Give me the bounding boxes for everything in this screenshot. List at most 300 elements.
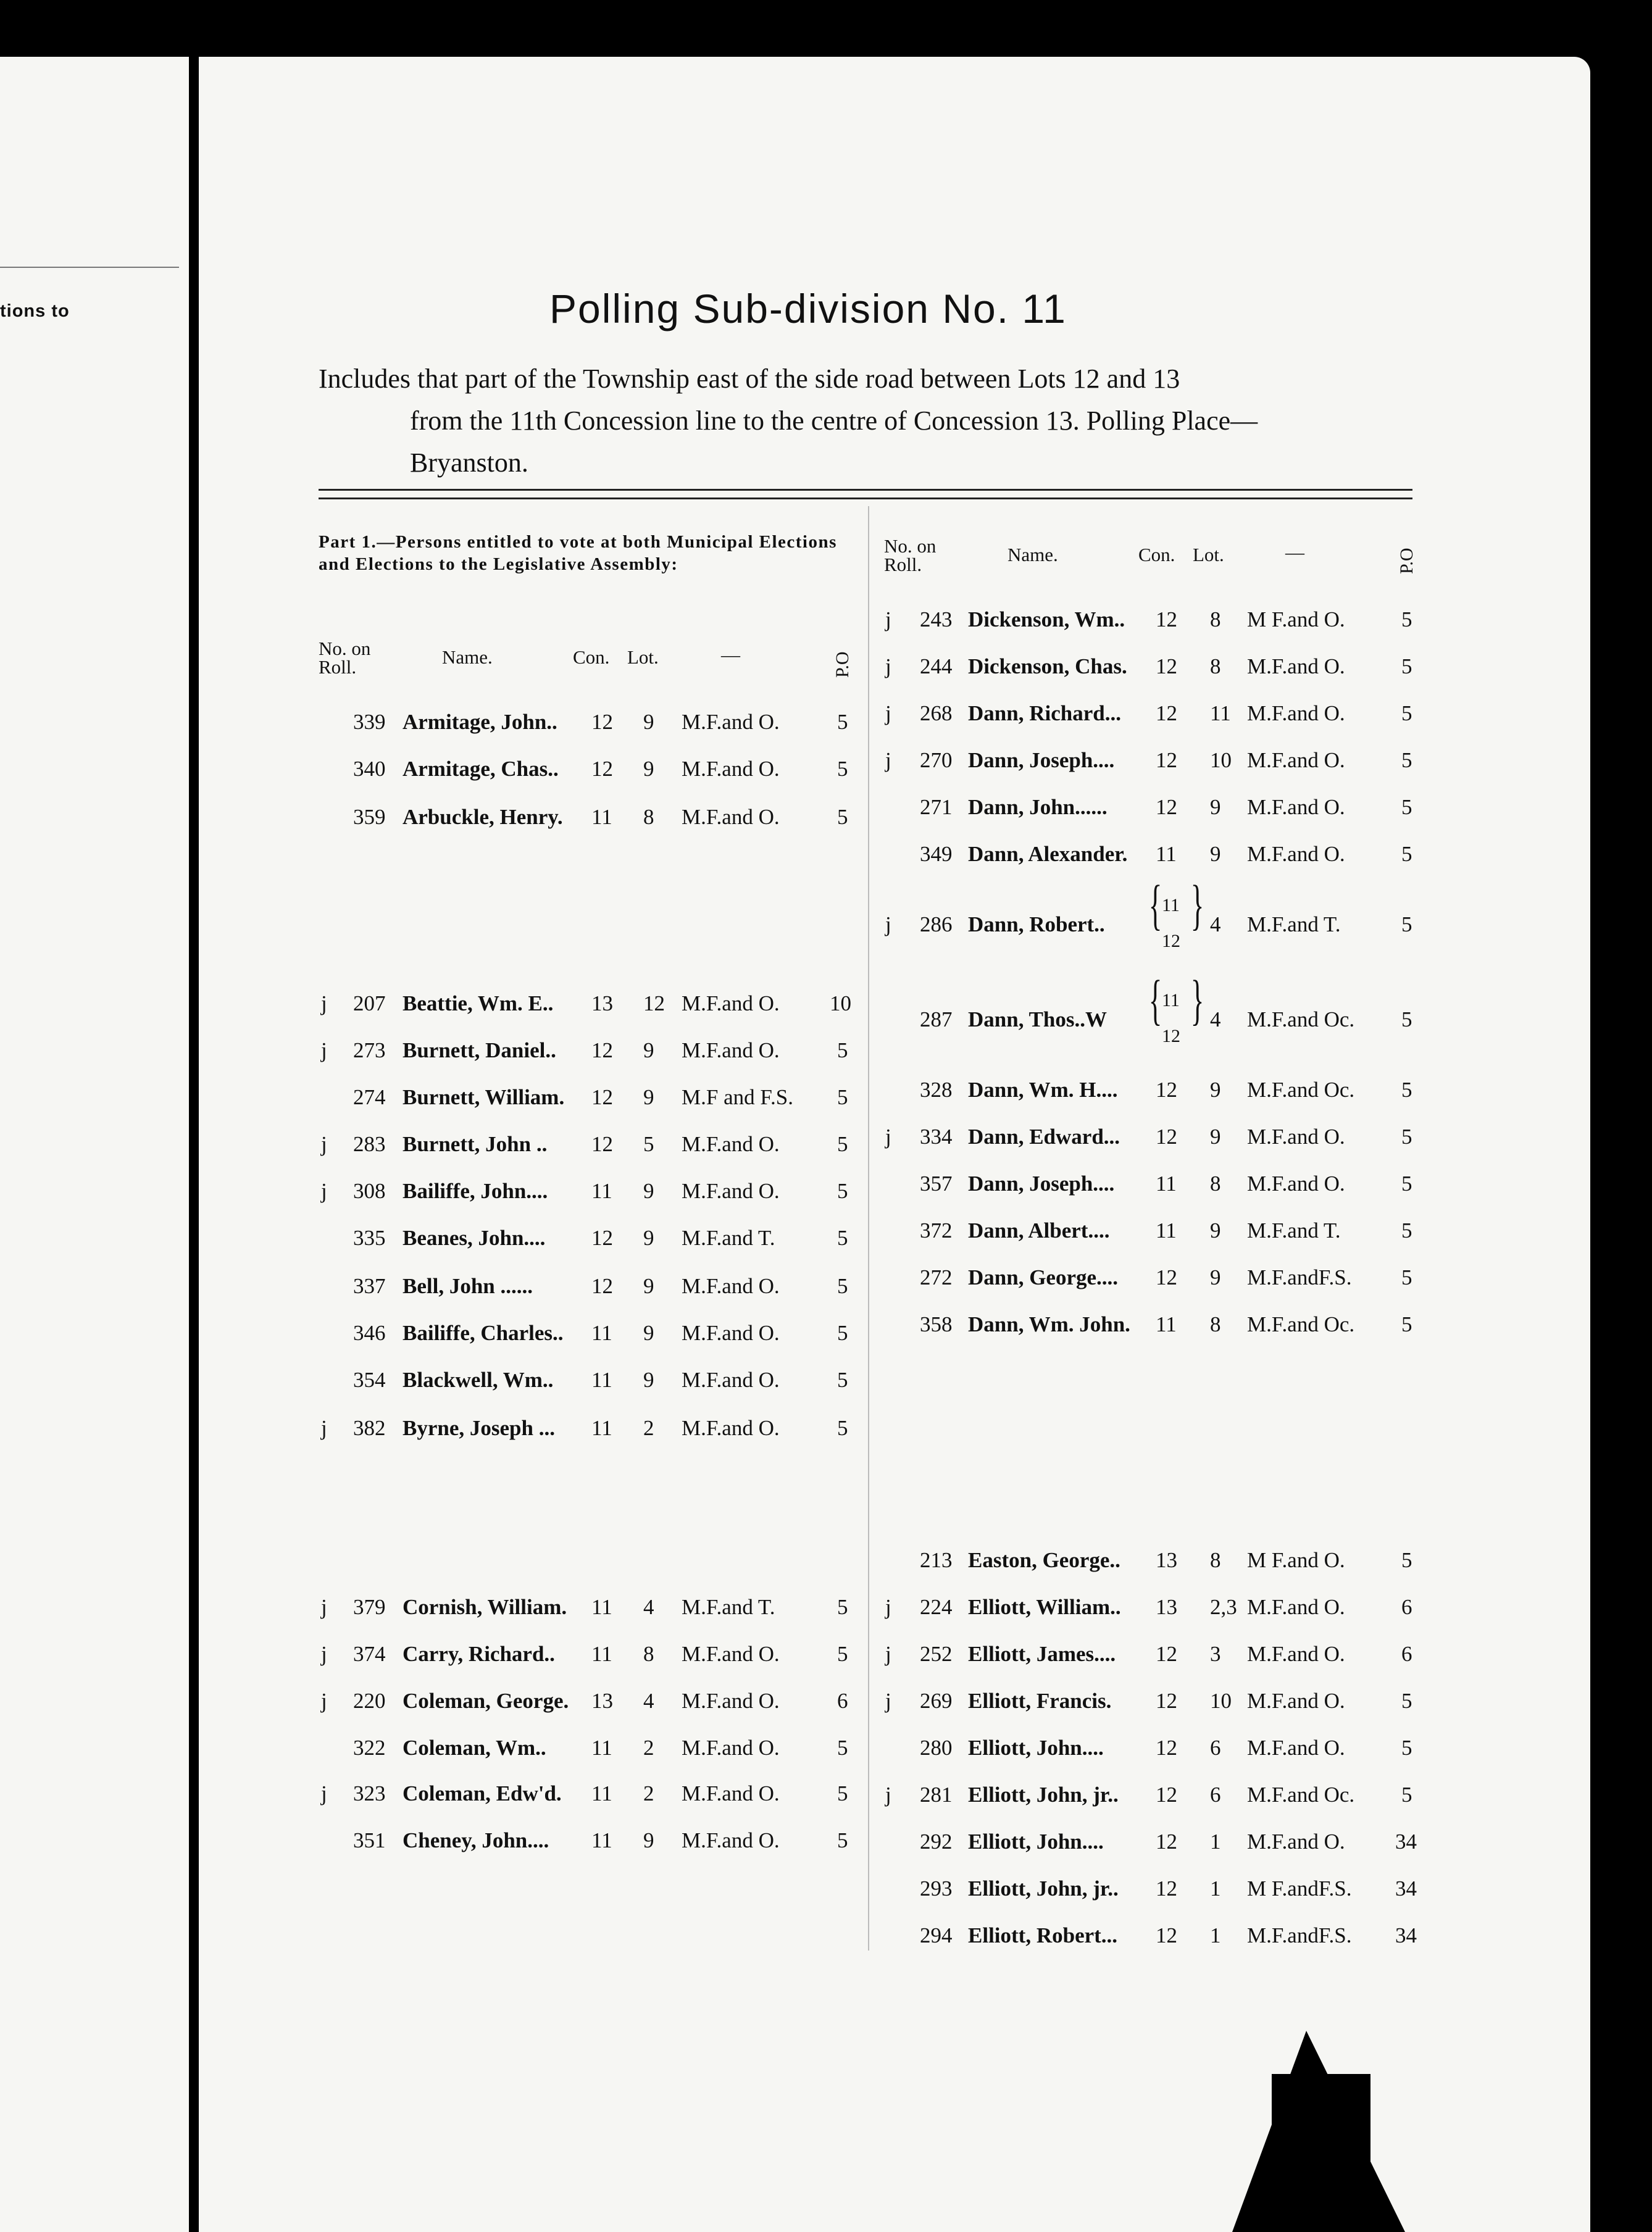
qualification: M.F.and Oc.: [1247, 1312, 1355, 1336]
post-office-number: 5: [1401, 1125, 1412, 1149]
header-rule-bottom: [319, 498, 1412, 499]
lot: 10: [1210, 1689, 1232, 1713]
concession-value: 12: [1162, 1026, 1180, 1046]
voter-name: Beattie, Wm. E..: [403, 991, 554, 1015]
post-office-number: 5: [1401, 1689, 1412, 1713]
roll-number: 281: [920, 1783, 953, 1807]
post-office-number: 5: [837, 1038, 848, 1062]
page-damage: [1272, 2074, 1370, 2232]
lot: 8: [1210, 1312, 1221, 1336]
concession: 11: [591, 1321, 612, 1345]
lot: 9: [643, 1226, 654, 1250]
lot: 9: [643, 1321, 654, 1345]
voter-name: Cornish, William.: [403, 1595, 567, 1619]
concession: 12: [1156, 1689, 1177, 1713]
juror-mark: j: [321, 1179, 327, 1203]
voter-row: [0, 654, 1652, 686]
juror-mark: j: [321, 1781, 327, 1805]
concession: 12: [1156, 1876, 1177, 1901]
post-office-number: 5: [1401, 795, 1412, 819]
concession-value: 12: [1162, 931, 1180, 951]
voter-name: Beanes, John....: [403, 1226, 546, 1250]
voter-row: [0, 1038, 1652, 1070]
post-office-number: 5: [837, 1416, 848, 1440]
roll-number: 270: [920, 748, 953, 772]
col-no-on-roll-line2: Roll.: [319, 656, 357, 678]
post-office-number: 5: [837, 805, 848, 829]
roll-number: 323: [353, 1781, 386, 1805]
roll-number: 243: [920, 607, 953, 631]
roll-number: 294: [920, 1923, 953, 1947]
voter-row: [0, 1595, 1652, 1627]
concession: 12: [1156, 607, 1177, 631]
post-office-number: 5: [1401, 701, 1412, 725]
voter-name: Elliott, John, jr..: [968, 1783, 1119, 1807]
post-office-number: 6: [1401, 1642, 1412, 1666]
voter-name: Burnett, Daniel..: [403, 1038, 556, 1062]
qualification: M.F.and O.: [682, 1274, 780, 1298]
roll-number: 286: [920, 912, 953, 936]
post-office-number: 5: [837, 1781, 848, 1805]
post-office-number: 34: [1395, 1876, 1417, 1901]
lot: 11: [1210, 701, 1231, 725]
concession: 12: [1156, 1125, 1177, 1149]
post-office-number: 6: [1401, 1595, 1412, 1619]
qualification: M.F.and O.: [682, 710, 780, 734]
voter-row: [0, 1125, 1652, 1157]
concession-brace-group: [1148, 970, 1204, 1048]
lot: 9: [1210, 1125, 1221, 1149]
juror-mark: j: [321, 1595, 327, 1619]
right-brace-icon: }: [1190, 875, 1204, 936]
juror-mark: j: [885, 701, 891, 725]
voter-name: Elliott, William..: [968, 1595, 1121, 1619]
lot: 9: [643, 1828, 654, 1852]
qualification: M.F.and O.: [1247, 795, 1345, 819]
juror-mark: j: [885, 1642, 891, 1666]
roll-number: 207: [353, 991, 386, 1015]
concession: 13: [1156, 1595, 1177, 1619]
concession: 11: [591, 1179, 612, 1203]
juror-mark: j: [885, 1783, 891, 1807]
col-lot: Lot.: [1193, 544, 1224, 565]
qualification: M.F.and Oc.: [1247, 1078, 1355, 1102]
roll-number: 339: [353, 710, 386, 734]
lot: 9: [643, 1179, 654, 1203]
lot: 12: [643, 991, 665, 1015]
voter-name: Cheney, John....: [403, 1828, 549, 1852]
concession: 12: [1156, 1830, 1177, 1854]
lot: 8: [1210, 654, 1221, 678]
voter-row: [0, 1172, 1652, 1204]
concession: 13: [591, 991, 613, 1015]
voter-name: Dann, Joseph....: [968, 748, 1115, 772]
lot: 1: [1210, 1876, 1221, 1901]
voter-name: Coleman, Edw'd.: [403, 1781, 562, 1805]
roll-number: 382: [353, 1416, 386, 1440]
roll-number: 283: [353, 1132, 386, 1156]
roll-number: 358: [920, 1312, 953, 1336]
voter-name: Blackwell, Wm..: [403, 1368, 554, 1392]
concession: 11: [591, 805, 612, 829]
lot: 9: [643, 1368, 654, 1392]
lot: 6: [1210, 1736, 1221, 1760]
roll-number: 224: [920, 1595, 953, 1619]
voter-row: [0, 1368, 1652, 1400]
lot: 2: [643, 1781, 654, 1805]
voter-name: Bailiffe, John....: [403, 1179, 548, 1203]
lot: 9: [643, 1274, 654, 1298]
concession: 12: [591, 757, 613, 781]
voter-row: [0, 1078, 1652, 1110]
voter-row: [0, 875, 1652, 951]
roll-number: 346: [353, 1321, 386, 1345]
roll-number: 354: [353, 1368, 386, 1392]
lot: 8: [1210, 607, 1221, 631]
qualification: M.F.andF.S.: [1247, 1265, 1352, 1289]
roll-number: 340: [353, 757, 386, 781]
col-dash: —: [1285, 541, 1304, 563]
post-office-number: 5: [837, 1595, 848, 1619]
qualification: M.F.and O.: [1247, 654, 1345, 678]
lot: 4: [643, 1689, 654, 1713]
qualification: M.F.and O.: [682, 1781, 780, 1805]
juror-mark: j: [885, 1595, 891, 1619]
qualification: M F.andF.S.: [1247, 1876, 1352, 1901]
left-brace-icon: {: [1148, 875, 1162, 936]
col-po: P.O: [1396, 548, 1417, 574]
post-office-number: 5: [1401, 607, 1412, 631]
description-line: from the 11th Concession line to the centre of Concession 13. Polling Place—: [410, 406, 1258, 436]
juror-mark: j: [885, 654, 891, 678]
voter-name: Dann, George....: [968, 1265, 1119, 1289]
concession: 11: [591, 1416, 612, 1440]
voter-name: Burnett, John ..: [403, 1132, 548, 1156]
col-po: P.O: [832, 651, 853, 678]
qualification: M.F.and T.: [682, 1595, 775, 1619]
concession-brace-group: [1148, 875, 1204, 953]
qualification: M.F.and O.: [1247, 1595, 1345, 1619]
concession: 12: [1156, 654, 1177, 678]
post-office-number: 10: [830, 991, 851, 1015]
concession: 11: [591, 1368, 612, 1392]
lot: 2: [643, 1736, 654, 1760]
lot: 8: [1210, 1548, 1221, 1572]
col-con: Con.: [573, 646, 610, 668]
voter-name: Elliott, John, jr..: [968, 1876, 1119, 1901]
roll-number: 268: [920, 701, 953, 725]
description-line: Includes that part of the Township east of the side road between Lots 12 and 13: [319, 364, 1180, 394]
post-office-number: 34: [1395, 1923, 1417, 1947]
voter-name: Arbuckle, Henry.: [403, 805, 563, 829]
roll-number: 334: [920, 1125, 953, 1149]
lot: 9: [643, 710, 654, 734]
qualification: M.F.and O.: [682, 1368, 780, 1392]
roll-number: 335: [353, 1226, 386, 1250]
concession: 12: [1156, 1736, 1177, 1760]
col-lot: Lot.: [627, 646, 659, 668]
qualification: M.F.and Oc.: [1247, 1783, 1355, 1807]
voter-name: Coleman, George.: [403, 1689, 569, 1713]
part-heading: Part 1.—Persons entitled to vote at both Municipal Elections and Elections to the Legislative Assembly:: [319, 532, 837, 574]
juror-mark: j: [321, 1038, 327, 1062]
juror-mark: j: [885, 607, 891, 631]
roll-number: 351: [353, 1828, 386, 1852]
concession: 11: [591, 1595, 612, 1619]
voter-row: [0, 1783, 1652, 1815]
juror-mark: j: [321, 1642, 327, 1666]
post-office-number: 5: [837, 1642, 848, 1666]
voter-name: Dann, Wm. H....: [968, 1078, 1118, 1102]
voter-name: Armitage, John..: [403, 710, 557, 734]
voter-row: [0, 1642, 1652, 1674]
voter-row: [0, 1876, 1652, 1909]
voter-name: Dickenson, Wm..: [968, 607, 1125, 631]
voter-row: [0, 1830, 1652, 1862]
lot: 2,3: [1210, 1595, 1237, 1619]
qualification: M.F.and O.: [1247, 1642, 1345, 1666]
concession: 12: [1156, 748, 1177, 772]
voter-name: Elliott, John....: [968, 1830, 1104, 1854]
lot: 2: [643, 1416, 654, 1440]
post-office-number: 5: [1401, 748, 1412, 772]
voter-row: [0, 607, 1652, 639]
post-office-number: 5: [1401, 1172, 1412, 1196]
voter-name: Elliott, John....: [968, 1736, 1104, 1760]
post-office-number: 5: [1401, 1736, 1412, 1760]
juror-mark: j: [321, 1416, 327, 1440]
voter-name: Armitage, Chas..: [403, 757, 559, 781]
post-office-number: 5: [837, 1321, 848, 1345]
voter-name: Elliott, Robert...: [968, 1923, 1118, 1947]
lot: 9: [1210, 842, 1221, 866]
qualification: M.F.and O.: [1247, 842, 1345, 866]
post-office-number: 5: [837, 1226, 848, 1250]
concession: 12: [591, 1226, 613, 1250]
concession: 12: [591, 710, 613, 734]
qualification: M.F.and O.: [682, 1736, 780, 1760]
qualification: M.F.and O.: [1247, 1830, 1345, 1854]
concession: 11: [1156, 1172, 1177, 1196]
lot: 8: [643, 805, 654, 829]
concession: 11: [591, 1781, 612, 1805]
post-office-number: 5: [1401, 1312, 1412, 1336]
concession: 12: [1156, 1078, 1177, 1102]
qualification: M.F.and T.: [1247, 1218, 1341, 1243]
post-office-number: 5: [1401, 1265, 1412, 1289]
voter-name: Dann, Wm. John.: [968, 1312, 1130, 1336]
lot: 3: [1210, 1642, 1221, 1666]
lot: 4: [1210, 1007, 1221, 1031]
qualification: M.F.and T.: [682, 1226, 775, 1250]
voter-row: [0, 701, 1652, 733]
lot: 9: [1210, 1078, 1221, 1102]
concession: 12: [1156, 701, 1177, 725]
voter-name: Elliott, Francis.: [968, 1689, 1112, 1713]
col-name: Name.: [1007, 544, 1058, 565]
adjacent-page-fragment: tions to: [0, 301, 70, 321]
post-office-number: 5: [837, 1828, 848, 1852]
header-rule-top: [319, 489, 1412, 491]
concession: 12: [1156, 1642, 1177, 1666]
lot: 9: [643, 1038, 654, 1062]
roll-number: 357: [920, 1172, 953, 1196]
col-name: Name.: [442, 646, 493, 668]
qualification: M.F.and O.: [682, 1038, 780, 1062]
voter-name: Easton, George..: [968, 1548, 1120, 1572]
post-office-number: 5: [1401, 1078, 1412, 1102]
concession: 11: [591, 1642, 612, 1666]
concession: 12: [591, 1274, 613, 1298]
concession: 12: [1156, 1783, 1177, 1807]
roll-number: 252: [920, 1642, 953, 1666]
concession: 11: [1156, 842, 1177, 866]
voter-name: Elliott, James....: [968, 1642, 1116, 1666]
roll-number: 328: [920, 1078, 953, 1102]
qualification: M.F.and O.: [1247, 701, 1345, 725]
juror-mark: j: [885, 1689, 891, 1713]
voter-name: Dickenson, Chas.: [968, 654, 1127, 678]
post-office-number: 34: [1395, 1830, 1417, 1854]
post-office-number: 5: [837, 710, 848, 734]
qualification: M.F.and O.: [682, 1416, 780, 1440]
lot: 4: [1210, 912, 1221, 936]
voter-name: Dann, Thos..W: [968, 1007, 1108, 1031]
qualification: M.F.and O.: [682, 757, 780, 781]
voter-row: [0, 795, 1652, 827]
post-office-number: 5: [837, 1132, 848, 1156]
post-office-number: 5: [837, 1274, 848, 1298]
page-title: Polling Sub-division No. 11: [549, 286, 1067, 331]
concession: 12: [591, 1038, 613, 1062]
post-office-number: 5: [1401, 1783, 1412, 1807]
roll-number: 274: [353, 1085, 386, 1109]
juror-mark: j: [885, 912, 891, 936]
voter-name: Dann, Richard...: [968, 701, 1121, 725]
roll-number: 293: [920, 1876, 953, 1901]
qualification: M.F.and O.: [682, 1689, 780, 1713]
juror-mark: j: [321, 1132, 327, 1156]
concession: 13: [591, 1689, 613, 1713]
voter-name: Dann, Joseph....: [968, 1172, 1115, 1196]
post-office-number: 5: [837, 757, 848, 781]
post-office-number: 5: [837, 1368, 848, 1392]
qualification: M.F.and O.: [682, 991, 780, 1015]
roll-number: 272: [920, 1265, 953, 1289]
post-office-number: 5: [1401, 842, 1412, 866]
juror-mark: j: [321, 991, 327, 1015]
voter-name: Dann, John......: [968, 795, 1108, 819]
voter-name: Dann, Robert..: [968, 912, 1105, 936]
voter-name: Carry, Richard..: [403, 1642, 555, 1666]
lot: 9: [643, 757, 654, 781]
subdivision-description: [319, 358, 1417, 484]
post-office-number: 5: [1401, 654, 1412, 678]
qualification: M.F.and O.: [1247, 1172, 1345, 1196]
qualification: M.F.and O.: [682, 1321, 780, 1345]
voter-name: Burnett, William.: [403, 1085, 565, 1109]
roll-number: 372: [920, 1218, 953, 1243]
voter-name: Dann, Albert....: [968, 1218, 1110, 1243]
roll-number: 308: [353, 1179, 386, 1203]
col-con: Con.: [1138, 544, 1175, 565]
voter-row: [0, 1923, 1652, 1955]
roll-number: 220: [353, 1689, 386, 1713]
concession: 11: [1156, 1312, 1177, 1336]
roll-number: 374: [353, 1642, 386, 1666]
roll-number: 292: [920, 1830, 953, 1854]
voter-name: Coleman, Wm..: [403, 1736, 546, 1760]
post-office-number: 5: [837, 1085, 848, 1109]
concession: 12: [1156, 1923, 1177, 1947]
roll-number: 273: [353, 1038, 386, 1062]
qualification: M.F.and T.: [1247, 912, 1341, 936]
qualification: M.F.and Oc.: [1247, 1007, 1355, 1031]
roll-number: 322: [353, 1736, 386, 1760]
lot: 1: [1210, 1923, 1221, 1947]
roll-number: 244: [920, 654, 953, 678]
qualification: M.F.and O.: [1247, 1736, 1345, 1760]
roll-number: 269: [920, 1689, 953, 1713]
post-office-number: 5: [1401, 912, 1412, 936]
voter-row: [0, 1265, 1652, 1297]
lot: 1: [1210, 1830, 1221, 1854]
roll-number: 349: [920, 842, 953, 866]
col-no-on-roll-line1: No. on: [319, 638, 371, 659]
voter-name: Dann, Edward...: [968, 1125, 1120, 1149]
concession: 11: [591, 1736, 612, 1760]
roll-number: 271: [920, 795, 953, 819]
col-no-on-roll: [884, 537, 936, 574]
post-office-number: 5: [1401, 1548, 1412, 1572]
lot: 9: [643, 1085, 654, 1109]
concession-value: 11: [1162, 990, 1180, 1010]
qualification: M F.and O.: [1247, 607, 1345, 631]
voter-name: Byrne, Joseph ...: [403, 1416, 555, 1440]
concession: 12: [1156, 1265, 1177, 1289]
concession-value: 11: [1162, 895, 1180, 915]
voter-row: [0, 1312, 1652, 1344]
qualification: M F.and O.: [1247, 1548, 1345, 1572]
roll-number: 359: [353, 805, 386, 829]
voter-name: Bailiffe, Charles..: [403, 1321, 564, 1345]
roll-number: 213: [920, 1548, 953, 1572]
lot: 10: [1210, 748, 1232, 772]
qualification: M.F.and O.: [682, 1179, 780, 1203]
qualification: M.F.and O.: [682, 1828, 780, 1852]
qualification: M.F.and O.: [1247, 1689, 1345, 1713]
lot: 8: [1210, 1172, 1221, 1196]
voter-row: [0, 748, 1652, 780]
juror-mark: j: [885, 1125, 891, 1149]
adjacent-page-rule: [0, 267, 179, 268]
voter-row: [0, 842, 1652, 874]
concession: 11: [1156, 1218, 1177, 1243]
lot: 6: [1210, 1783, 1221, 1807]
qualification: M.F and F.S.: [682, 1085, 793, 1109]
voter-name: Dann, Alexander.: [968, 842, 1128, 866]
juror-mark: j: [321, 1689, 327, 1713]
qualification: M.F.andF.S.: [1247, 1923, 1352, 1947]
concession: 12: [591, 1085, 613, 1109]
lot: 9: [1210, 795, 1221, 819]
lot: 8: [643, 1642, 654, 1666]
qualification: M.F.and O.: [682, 1132, 780, 1156]
lot: 5: [643, 1132, 654, 1156]
post-office-number: 5: [837, 1736, 848, 1760]
col-no-on-roll-line2: Roll.: [884, 554, 922, 575]
roll-number: 280: [920, 1736, 953, 1760]
